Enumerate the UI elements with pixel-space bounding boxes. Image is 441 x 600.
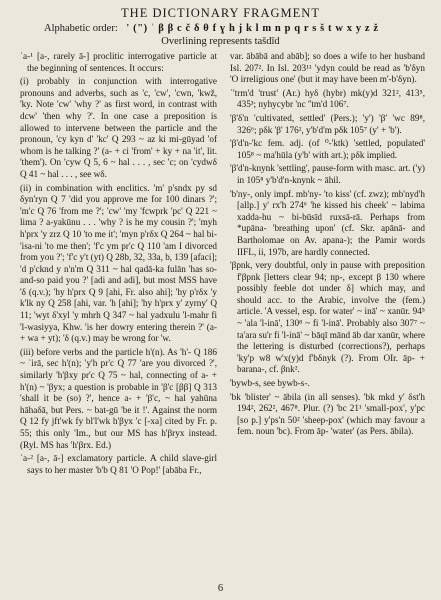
entry-paragraph: (i) probably in conjunction with interrogative pronouns and adverbs, such as 'c, 'cw', 'cwn, 'kwž, 'ky. Note 'cw' 'why ?' as first word, in contrast with dcw' 'then why ?'. In one case a preposition is allowed to intervene between the particle and the pronoun, 'cy kyn d' 'kc' Q 293 ~ az ki mi-gūyad 'of whom is he talking ?' (a- + ci 'from' + ky + na 'it', lit. 'them'). On 'cyw Q 5, 6 ~ hal . . . , sec 'c; on 'cydwδ Q 41 ~ hal . . . , see wδ. [20, 76, 217, 179]
page-number: 6 [217, 583, 224, 594]
entry-paragraph: (iii) before verbs and the particle h'(n). As 'h'- Q 186 ~ ʿirā, sec h'(n); 'y'h pr'c Q 77 'are you divorced ?', similarly 'h'βxy pr'c Q 75 ~ hal, connecting of a- + h'(n) ~ 'βyx; a question is probable in 'β'c [ββ] Q 313 'shall it be (so) ?', hence a- + 'β'c, ~ hal yahūna hāhaδā, but Pers. ~ bat-gū 'be it !'. Against the norm Q 12 fy jft'wk fy bl'l'wk h'βyx 'c [-xa] cited by Fr. p. 55; this only 'Im., but our MS has h'βryx instead. (Ryl. MS has 'h'βrx. Ed.) [20, 346, 217, 450]
entry-paragraph: 'β'd'n-knynk 'settling', pause-form with masc. art. ('y) in 105⁸ y'b'd'n-knynk ~ āhil. [230, 163, 425, 185]
entry-paragraph: 'bk 'blister' ~ ābila (in all senses). 'bk mkd y' δst'h 194², 262², 467⁸. Plur. (?) 'bc 21¹ 'small-pox', y'pc [so p.] y'ps'n 50² 'sheep-pox' (which may favour a fem. noun 'bc). From āp- 'water' (as Pers. ābila). [230, 391, 425, 437]
entry-paragraph: var. ābābā and abāb]; so does a wife to her husband Isl. 207². In Isl. 203¹¹ 'ydyn could be read as 'b'δyn 'O irreligious one' (but it may have been m'-b'δyn). [230, 51, 425, 85]
overline-note: Overlining represents tašdīd [161, 36, 280, 47]
entry-paragraph: ʾa-¹ [a-, rarely ā-] proclitic interrogative particle at the beginning of sentences. It occurs: [20, 51, 217, 73]
running-head: THE DICTIONARY FRAGMENT [121, 6, 320, 20]
entry-paragraph: 'βpnk, very doubtful, only in pause with preposition f'βpnk [letters clear 94; np-, except β 130 where possibly feeble dot under δ] which may, and should acc. to the Arabic, involve the (fem.) article. 'A vessel, esp. for water' ~ inā' ~ xanūr. 94⁵ ~ 'ala 'l-inā', 130⁸ ~ fi 'l-inā'. Probably also 307⁷ ~ ta'ara su'r fi 'l-inā' ~ bāqī mānd āb dar xanūr, where the lettering is disturbed (corrections?), perhaps 'ky'p w8 w'x(y)d f'bδnyk (?). From OIr. āp- + barana-, cf. βnk². [230, 260, 426, 375]
right-column [230, 51, 425, 440]
alphabetic-order-line [44, 23, 424, 34]
entry-paragraph: 'β'd'n-'kc fem. adj. (of ⁰-'ktk) 'settled, populated' 105⁸ ~ ma'hūla (y'b' with art.); pδk implied. [230, 138, 425, 160]
alphabetic-order-characters: ' (") ʿ β β c č δ θ f ɣ h j k l m n p q r s š t w x y z ž [126, 23, 379, 34]
entry-paragraph: ʾ'trm'd 'trust' (Ar.) hyδ (hybr) mk(y)d 321², 413⁵, 435³; nyhycybr 'nc ''tm'd 106⁷. [230, 87, 425, 110]
entry-paragraph: 'β'δ'n 'cultivated, settled' (Pers.); 'y') 'β' 'wc 89⁸, 326⁶; pδk 'β' 176², y'b'd'm pδk 105⁷ (y' + 'b'). [230, 112, 425, 135]
entry-paragraph: 'b'ny-, only impf. mb'ny- 'to kiss' (cf. zwz); mb'nyd'h [allp.] y' rx'h 274⁶ 'he kissed his cheek' ~ labima xadda-hu ~ bi-būsīd ruxsā-rā. Perhaps from *upāna- 'breathing upon' (cf. Skr. apānā- and Bartholomae on Av. apana-); the Pamir words IIFL, ii, 197b, are hardly connected. [230, 188, 425, 257]
left-column [20, 51, 217, 478]
entry-paragraph: 'bywb-s, see bywb-s-. [230, 378, 310, 389]
alphabetic-order-label: Alphabetic order: [44, 23, 118, 34]
entry-paragraph: ʾa-² [a-, ā-] exclamatory particle. A child slave-girl says to her master 'b'b Q 81 'O Pop!' [abāba Fr., [20, 453, 217, 475]
entry-paragraph: (ii) in combination with enclitics. 'm' p'sndx py sd δyn'ryn Q 7 'did you approve me for 100 dinars ?'; 'm'c Q 76 'from me ?'; 'cw' 'my 'fcwprk 'pc' Q 221 ~ lima ? a-yakūnu . . . 'why ? is he my cousin ?'; 'myh h'prx 'y zrz Q 10 'to me it'; 'myn p'rδx Q 264 ~ hal bi-'isa-ni 'to me then'; 'f'c ym pr'c Q 110 'am I divorced from you ?'; 'f'c y't (yt) Q 28b, 32, 33a, b, 139 [afaci]; 'd p'cknd y n'n'm Q 311 ~ hal qadā-ka fulān 'has so-and-so paid you ?' [adi and adi], but most MSS have 'δ (q.v.); 'hy h'prx Q 9 [ahi, Fr. also ahi]; 'hy p'rδx 'y k'lk ny Q 258 [ahi, var. 'h [ahi]; 'hy h'prx y' zyrny' Q 11; 'wyt δ'xyl 'y mhrh Q 347 ~ hal yadxulu 'l-mahr fi 'l-wasiyya, Khw. 'is her dowry entering therein ?' (a- + wa + yt); 'δ (q.v.) may be wrong for 'w. [20, 182, 217, 344]
